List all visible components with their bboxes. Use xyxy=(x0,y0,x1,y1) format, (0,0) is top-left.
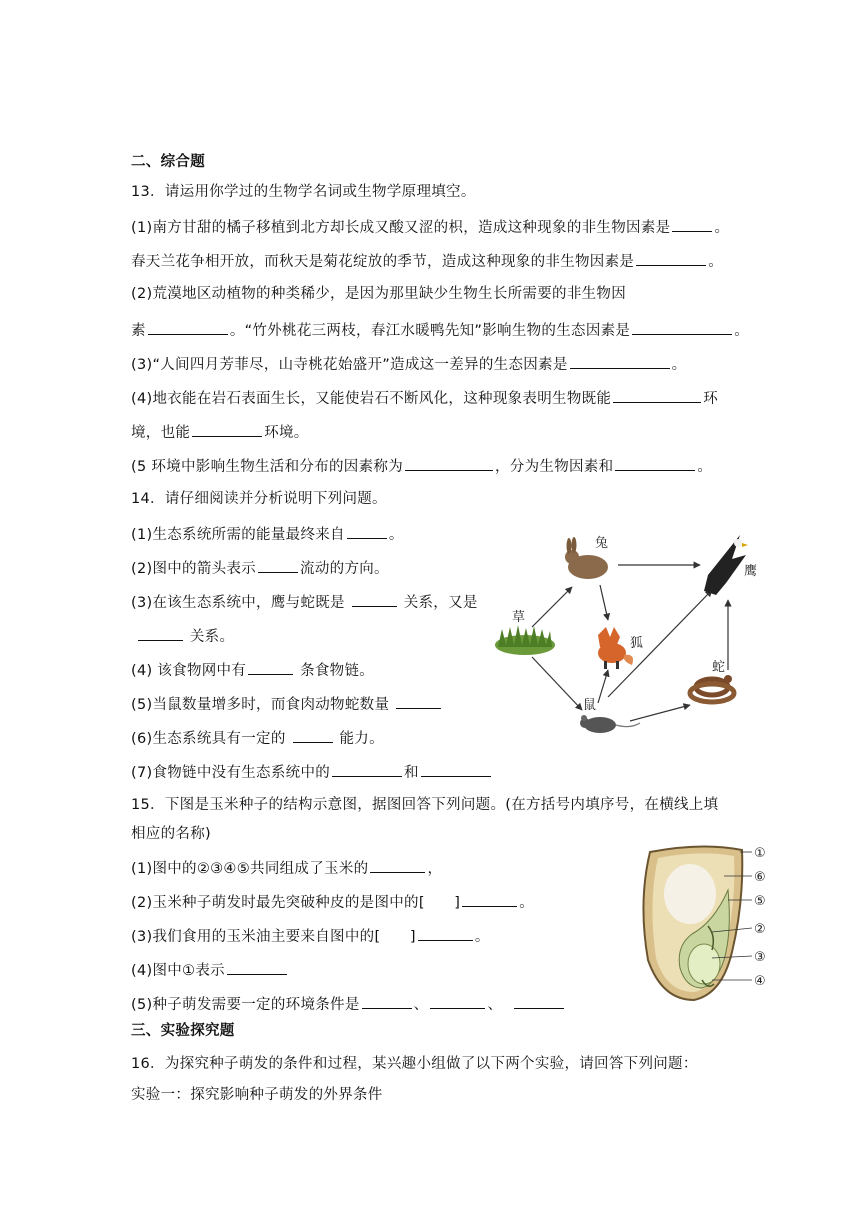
text: 流动的方向。 xyxy=(300,561,389,577)
grass-illustration xyxy=(495,625,555,655)
arrow-rabbit-fox xyxy=(600,585,608,620)
question-stem: 相应的名称) xyxy=(131,826,211,842)
answer-blank xyxy=(570,354,670,369)
question-line: 春天兰花争相开放，而秋天是菊花绽放的季节，造成这种现象的非生物因素是 。 xyxy=(131,251,723,271)
answer-blank xyxy=(613,388,701,403)
embryo xyxy=(688,944,720,984)
answer-blank xyxy=(396,694,441,709)
question-line: (3)“人间四月芳菲尽，山寺桃花始盛开”造成这一差异的生态因素是 。 xyxy=(131,354,686,374)
eagle-illustration xyxy=(704,535,748,595)
answer-blank xyxy=(352,592,397,607)
answer-blank xyxy=(148,320,228,335)
arrow-mouse-snake xyxy=(630,705,690,721)
text: (1)图中的②③④⑤共同组成了玉米的 xyxy=(131,861,369,877)
label-snake: 蛇 xyxy=(712,660,726,675)
text: (4)图中①表示 xyxy=(131,963,225,979)
text: (1)生态系统所需的能量最终来自 xyxy=(131,527,345,543)
text: (2)玉米种子萌发时最先突破种皮的是图中的[ xyxy=(131,895,425,911)
question-line: (3)我们食用的玉米油主要来自图中的[ ] 。 xyxy=(131,926,490,946)
text: 能力。 xyxy=(339,731,384,747)
answer-blank xyxy=(362,994,412,1009)
text: 环境。 xyxy=(264,425,309,441)
text: (4) 该食物网中有 xyxy=(131,663,247,679)
question-line: (2)玉米种子萌发时最先突破种皮的是图中的[ ] 。 xyxy=(131,892,534,912)
answer-blank xyxy=(347,524,387,539)
answer-blank xyxy=(462,892,517,907)
text: (4)地衣能在岩石表面生长，又能使岩石不断风化，这种现象表明生物既能 xyxy=(131,391,612,407)
text: 关系。 xyxy=(189,629,235,645)
text: 和 xyxy=(404,765,419,781)
snake-illustration xyxy=(690,675,734,702)
text: 环 xyxy=(703,391,719,407)
question-line xyxy=(131,858,442,878)
text: 境，也能 xyxy=(131,425,191,441)
section-title: 三、实验探究题 xyxy=(131,1023,235,1039)
text: 条食物链。 xyxy=(300,663,375,679)
answer-blank xyxy=(192,422,262,437)
answer-blank xyxy=(370,858,425,873)
text: (5 环境中影响生物生活和分布的因素称为 xyxy=(131,459,403,475)
label-4: ④ xyxy=(754,974,766,989)
arrow-mouse-fox xyxy=(598,670,608,703)
text: 素 xyxy=(131,323,146,339)
question-line xyxy=(131,994,566,1014)
question-line xyxy=(131,694,443,714)
text: ，分为生物因素和 xyxy=(495,459,614,475)
question-line: 素 。“竹外桃花三两枝，春江水暖鸭先知”影响生物的生态因素是 。 xyxy=(131,320,749,340)
text: 关系，又是 xyxy=(403,595,478,611)
answer-blank xyxy=(293,728,333,743)
answer-blank xyxy=(632,320,732,335)
answer-blank xyxy=(636,251,706,266)
text: (1)南方甘甜的橘子移植到北方却长成又酸又涩的枳，造成这种现象的非生物因素是 xyxy=(131,220,671,236)
text: ， xyxy=(427,861,443,877)
label-rabbit: 兔 xyxy=(595,536,609,551)
question-line xyxy=(131,422,309,442)
question-line xyxy=(131,762,493,782)
answer-blank xyxy=(418,926,473,941)
text: (2)图中的箭头表示 xyxy=(131,561,257,577)
fox-illustration xyxy=(598,627,633,669)
question-line xyxy=(131,660,374,680)
label-1: ① xyxy=(754,846,766,861)
food-web-diagram xyxy=(490,525,780,750)
text: (5)当鼠数量增多时，而食肉动物蛇数量 xyxy=(131,697,390,713)
text: 、 xyxy=(487,997,503,1013)
label-mouse: 鼠 xyxy=(583,698,597,713)
answer-blank xyxy=(514,994,564,1009)
question-line xyxy=(131,960,289,980)
question-stem: 14．请仔细阅读并分析说明下列问题。 xyxy=(131,491,387,507)
text: (5)种子萌发需要一定的环境条件是 xyxy=(131,997,360,1013)
answer-blank xyxy=(248,660,293,675)
question-line: (5 环境中影响生物生活和分布的因素称为 ，分为生物因素和 。 xyxy=(131,456,712,476)
label-eagle: 鹰 xyxy=(744,564,758,579)
text: ] xyxy=(454,895,461,911)
label-5: ⑤ xyxy=(754,894,766,909)
text: (3)在该生态系统中，鹰与蛇既是 xyxy=(131,595,345,611)
text: (3)我们食用的玉米油主要来自图中的[ xyxy=(131,929,381,945)
text: 春天兰花争相开放，而秋天是菊花绽放的季节，造成这种现象的非生物因素是 xyxy=(131,254,635,270)
question-line xyxy=(131,558,389,578)
endosperm-starch xyxy=(664,864,716,924)
answer-blank xyxy=(421,762,491,777)
question-stem: 13．请运用你学过的生物学名词或生物学原理填空。 xyxy=(131,184,476,200)
answer-blank xyxy=(615,456,695,471)
text: (6)生态系统具有一定的 xyxy=(131,731,286,747)
question-line xyxy=(131,592,478,612)
label-6: ⑥ xyxy=(754,870,766,885)
question-line xyxy=(131,728,384,748)
mouse-illustration xyxy=(580,715,640,733)
question-stem: 15．下图是玉米种子的结构示意图，据图回答下列问题。(在方括号内填序号，在横线上填 xyxy=(131,797,719,813)
question-line xyxy=(131,388,718,408)
question-line: 实验一：探究影响种子萌发的外界条件 xyxy=(131,1087,383,1103)
answer-blank xyxy=(227,960,287,975)
arrow-grass-rabbit xyxy=(532,587,572,627)
label-2: ② xyxy=(754,922,766,937)
label-3: ③ xyxy=(754,950,766,965)
label-grass: 草 xyxy=(512,610,526,625)
question-line: (1)南方甘甜的橘子移植到北方却长成又酸又涩的枳，造成这种现象的非生物因素是 。 xyxy=(131,217,729,237)
question-stem: 16．为探究种子萌发的条件和过程，某兴趣小组做了以下两个实验，请回答下列问题： xyxy=(131,1056,698,1072)
section-title: 二、综合题 xyxy=(131,154,205,170)
corn-seed-diagram xyxy=(632,842,782,1007)
answer-blank xyxy=(430,994,485,1009)
label-fox: 狐 xyxy=(630,636,644,651)
question-line xyxy=(131,626,234,646)
arrow-mouse-eagle xyxy=(608,590,712,697)
text: (3)“人间四月芳菲尽，山寺桃花始盛开”造成这一差异的生态因素是 xyxy=(131,357,568,373)
answer-blank xyxy=(405,456,493,471)
answer-blank xyxy=(672,217,712,232)
answer-blank xyxy=(138,626,183,641)
arrow-grass-mouse xyxy=(532,657,582,710)
text: (7)食物链中没有生态系统中的 xyxy=(131,765,331,781)
answer-blank xyxy=(258,558,298,573)
question-line: (1)生态系统所需的能量最终来自 。 xyxy=(131,524,404,544)
question-line: (2)荒漠地区动植物的种类稀少，是因为那里缺少生物生长所需要的非生物因 xyxy=(131,286,627,302)
text: 、 xyxy=(413,997,429,1013)
text: 。“竹外桃花三两枝，春江水暖鸭先知”影响生物的生态因素是 xyxy=(229,323,631,339)
answer-blank xyxy=(332,762,402,777)
text: ] xyxy=(409,929,416,945)
